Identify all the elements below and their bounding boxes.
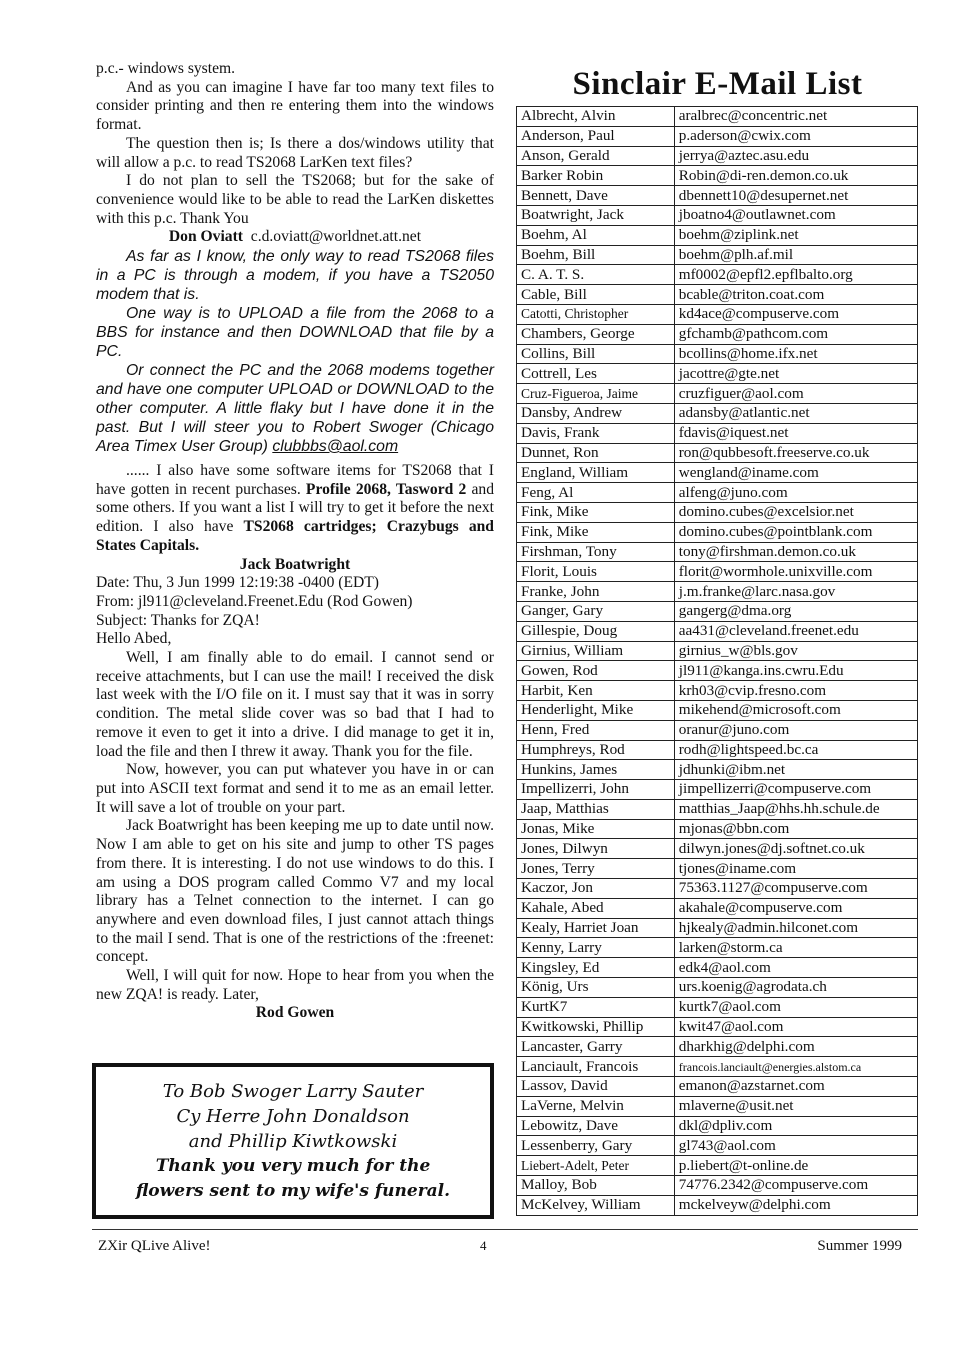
entry-name: Fink, Mike — [517, 502, 675, 522]
entry-email[interactable]: hjkealy@admin.hilconet.com — [674, 918, 917, 938]
entry-name: Hunkins, James — [517, 760, 675, 780]
clubbbs-email-link[interactable]: clubbbs@aol.com — [272, 438, 399, 456]
entry-email[interactable]: dilwyn.jones@dj.softnet.co.uk — [674, 839, 917, 859]
entry-name: Boehm, Bill — [517, 245, 675, 265]
entry-email[interactable]: tony@firshman.demon.co.uk — [674, 542, 917, 562]
entry-email[interactable]: jl911@kanga.ins.cwru.Edu — [674, 661, 917, 681]
entry-name: Liebert-Adelt, Peter — [517, 1156, 675, 1176]
email-greeting: Hello Abed, — [96, 630, 172, 648]
paragraph: Jack Boatwright has been keeping me up to date until now. Now I am able to get on his site and jump to other TS pages from there. It is interesting. I do not use windows to do this. I am using a DOS program called Commo V7 and my local library has a Telnet connection to the internet. I can go anywhere and even download files, I just cannot attach things to the mail I send. That is one of the restrictions of the :freenet: concept. — [96, 817, 494, 966]
entry-email[interactable]: mckelveyw@delphi.com — [674, 1195, 917, 1215]
entry-name: Davis, Frank — [517, 423, 675, 443]
entry-name: Henderlight, Mike — [517, 700, 675, 720]
entry-email[interactable]: florit@wormhole.unixville.com — [674, 562, 917, 582]
table-row — [517, 522, 918, 542]
entry-name: Boatwright, Jack — [517, 205, 675, 225]
entry-email[interactable]: oranur@juno.com — [674, 720, 917, 740]
entry-name: Kealy, Harriet Joan — [517, 918, 675, 938]
entry-email[interactable]: jacottre@gte.net — [674, 364, 917, 384]
entry-email[interactable]: dkl@dpliv.com — [674, 1116, 917, 1136]
table-row — [517, 1136, 918, 1156]
entry-name: Anson, Gerald — [517, 146, 675, 166]
table-row — [517, 186, 918, 206]
entry-email[interactable]: 74776.2342@compuserve.com — [674, 1176, 917, 1196]
entry-email[interactable]: larken@storm.ca — [674, 938, 917, 958]
entry-name: Jones, Terry — [517, 859, 675, 879]
entry-name: Jaap, Matthias — [517, 799, 675, 819]
entry-email[interactable]: fdavis@iquest.net — [674, 423, 917, 443]
table-row — [517, 1077, 918, 1097]
entry-name: König, Urs — [517, 978, 675, 998]
table-row — [517, 483, 918, 503]
entry-email[interactable]: boehm@ziplink.net — [674, 225, 917, 245]
table-row — [517, 1195, 918, 1215]
entry-email[interactable]: bcable@triton.coat.com — [674, 285, 917, 305]
thanks-line: flowers sent to my wife's funeral. — [135, 1181, 451, 1201]
entry-name: Gowen, Rod — [517, 661, 675, 681]
table-row — [517, 542, 918, 562]
table-row — [517, 166, 918, 186]
table-row — [517, 344, 918, 364]
entry-name: Collins, Bill — [517, 344, 675, 364]
software-title: TS2068 cartridges; Crazybugs and States Capitals. — [96, 518, 494, 554]
table-row — [517, 938, 918, 958]
entry-name: Cable, Bill — [517, 285, 675, 305]
signature-email: c.d.oviatt@worldnet.att.net — [250, 228, 422, 246]
entry-name: LaVerne, Melvin — [517, 1096, 675, 1116]
table-row — [517, 1176, 918, 1196]
table-row — [517, 225, 918, 245]
email-header-date: Date: Thu, 3 Jun 1999 12:19:38 -0400 (EDT) — [96, 574, 379, 592]
table-row — [517, 898, 918, 918]
thanks-line: Thank you very much for the — [155, 1156, 431, 1176]
thanks-line: Cy Herre John Donaldson — [176, 1106, 410, 1127]
entry-name: C. A. T. S. — [517, 265, 675, 285]
entry-email[interactable]: dharkhig@delphi.com — [674, 1037, 917, 1057]
table-row — [517, 681, 918, 701]
paragraph: Well, I am finally able to do email. I cannot send or receive attachments, but I can use the mail! I received the disk last week with the I/O file on it. I must say that it was in sorry condition. The metal slide cover was so bad that I had to remove it even to get it into a drive. I did manage to get it in, load the file and then I threw it away. Thank you for the file. — [96, 649, 494, 760]
email-list-title: Sinclair E-Mail List — [572, 66, 863, 102]
table-row — [517, 582, 918, 602]
thank-you-box — [92, 1063, 494, 1219]
email-list-table — [516, 106, 918, 1216]
table-row — [517, 205, 918, 225]
entry-name: Jones, Dilwyn — [517, 839, 675, 859]
entry-email[interactable]: krh03@cvip.fresno.com — [674, 681, 917, 701]
table-row — [517, 780, 918, 800]
signature-jack-boatwright: Jack Boatwright — [239, 555, 351, 573]
paragraph: p.c.- windows system. — [96, 60, 236, 77]
entry-name: Barker Robin — [517, 166, 675, 186]
table-row — [517, 740, 918, 760]
paragraph-text: and some others. If you want a list I will try to get it before the next edition. I also have — [96, 480, 494, 536]
entry-name: Anderson, Paul — [517, 126, 675, 146]
entry-name: Chambers, George — [517, 324, 675, 344]
entry-name: Harbit, Ken — [517, 681, 675, 701]
table-row — [517, 285, 918, 305]
entry-name: KurtK7 — [517, 997, 675, 1017]
table-row — [517, 126, 918, 146]
table-row — [517, 443, 918, 463]
entry-email[interactable]: alfeng@juno.com — [674, 483, 917, 503]
entry-email[interactable]: domino.cubes@excelsior.net — [674, 502, 917, 522]
table-row — [517, 1096, 918, 1116]
entry-name: Gillespie, Doug — [517, 621, 675, 641]
entry-name: Kwitkowski, Phillip — [517, 1017, 675, 1037]
page-number: 4 — [480, 1238, 487, 1253]
table-row — [517, 661, 918, 681]
entry-email[interactable]: jimpellizerri@compuserve.com — [674, 780, 917, 800]
table-row — [517, 641, 918, 661]
entry-email[interactable]: cruzfiguer@aol.com — [674, 384, 917, 404]
entry-email[interactable]: francois.lanciault@energies.alstom.ca — [674, 1057, 917, 1077]
table-row — [517, 700, 918, 720]
footer-issue: Summer 1999 — [817, 1238, 902, 1254]
paragraph: And as you can imagine I have far too many text files to consider printing and then re entering them into the windows format. — [96, 78, 494, 134]
entry-email[interactable]: Robin@di-ren.demon.co.uk — [674, 166, 917, 186]
entry-email[interactable]: aralbrec@concentric.net — [674, 107, 917, 127]
entry-email[interactable]: dbennett10@desupernet.net — [674, 186, 917, 206]
entry-email[interactable]: p.liebert@t-online.de — [674, 1156, 917, 1176]
table-row — [517, 1037, 918, 1057]
letters-column — [96, 60, 494, 1023]
entry-name: Impellizerri, John — [517, 780, 675, 800]
entry-name: Girnius, William — [517, 641, 675, 661]
entry-name: Malloy, Bob — [517, 1176, 675, 1196]
entry-email[interactable]: jboatno4@outlawnet.com — [674, 205, 917, 225]
table-row — [517, 918, 918, 938]
entry-name: Lanciault, Francois — [517, 1057, 675, 1077]
entry-name: Boehm, Al — [517, 225, 675, 245]
entry-email[interactable]: tjones@iname.com — [674, 859, 917, 879]
entry-email[interactable]: jerrya@aztec.asu.edu — [674, 146, 917, 166]
paragraph: I do not plan to sell the TS2068; but for the sake of convenience would like to be able to read the LarKen diskettes with this p.c. Thank You — [96, 172, 494, 227]
table-row — [517, 1057, 918, 1077]
table-row — [517, 1116, 918, 1136]
entry-email[interactable]: aa431@cleveland.freenet.edu — [674, 621, 917, 641]
entry-name: Ganger, Gary — [517, 601, 675, 621]
entry-email[interactable]: kurtk7@aol.com — [674, 997, 917, 1017]
table-row — [517, 107, 918, 127]
entry-name: McKelvey, William — [517, 1195, 675, 1215]
entry-name: Albrecht, Alvin — [517, 107, 675, 127]
table-row — [517, 879, 918, 899]
entry-name: Lancaster, Garry — [517, 1037, 675, 1057]
entry-email[interactable]: 75363.1127@compuserve.com — [674, 879, 917, 899]
entry-name: Dunnet, Ron — [517, 443, 675, 463]
entry-name: Lassov, David — [517, 1077, 675, 1097]
entry-name: Humphreys, Rod — [517, 740, 675, 760]
entry-email[interactable]: mikehend@microsoft.com — [674, 700, 917, 720]
entry-name: Kingsley, Ed — [517, 958, 675, 978]
entry-name: Firshman, Tony — [517, 542, 675, 562]
entry-email[interactable]: p.aderson@cwix.com — [674, 126, 917, 146]
entry-email[interactable]: rodh@lightspeed.bc.ca — [674, 740, 917, 760]
entry-name: Catotti, Christopher — [517, 304, 675, 324]
signature-don-oviatt — [96, 228, 494, 247]
entry-email[interactable]: mlaverne@usit.net — [674, 1096, 917, 1116]
entry-email[interactable]: kd4ace@compuserve.com — [674, 304, 917, 324]
entry-name: Fink, Mike — [517, 522, 675, 542]
table-row — [517, 1017, 918, 1037]
entry-name: Franke, John — [517, 582, 675, 602]
table-row — [517, 403, 918, 423]
table-row — [517, 265, 918, 285]
signature-rod-gowen: Rod Gowen — [255, 1004, 335, 1022]
footer-rule — [92, 1229, 918, 1230]
entry-name: Kahale, Abed — [517, 898, 675, 918]
reply-paragraph: As far as I know, the only way to read TS2068 files in a PC is through a modem, if you have a TS2050 modem that is. — [96, 248, 494, 304]
reply-paragraph: One way is to UPLOAD a file from the 2068 to a BBS for instance and then DOWNLOAD that file by a PC. — [96, 305, 494, 361]
reply-text: Or connect the PC and the 2068 modems together and have one computer UPLOAD or DOWNLOAD to the other computer. A little flaky but I have done it in the past. But I will steer you to Robert Swoger (Chicago Area Timex User Group) — [96, 362, 494, 456]
table-row — [517, 621, 918, 641]
entry-email[interactable]: j.m.franke@larc.nasa.gov — [674, 582, 917, 602]
entry-email[interactable]: mf0002@epfl2.epflbalto.org — [674, 265, 917, 285]
entry-email[interactable]: boehm@plh.af.mil — [674, 245, 917, 265]
thanks-line: and Phillip Kiwtkowski — [188, 1131, 398, 1152]
signature-name: Don Oviatt — [168, 228, 243, 246]
table-row — [517, 799, 918, 819]
entry-name: England, William — [517, 463, 675, 483]
table-row — [517, 958, 918, 978]
entry-email[interactable]: urs.koenig@agrodata.ch — [674, 978, 917, 998]
entry-email[interactable]: gfchamb@pathcom.com — [674, 324, 917, 344]
table-row — [517, 304, 918, 324]
thanks-line: To Bob Swoger Larry Sauter — [162, 1081, 424, 1102]
entry-email[interactable]: gl743@aol.com — [674, 1136, 917, 1156]
table-row — [517, 423, 918, 443]
software-title: Profile 2068, Tasword 2 — [305, 480, 467, 498]
entry-email[interactable]: bcollins@home.ifx.net — [674, 344, 917, 364]
table-row — [517, 245, 918, 265]
table-row — [517, 364, 918, 384]
entry-name: Cruz-Figueroa, Jaime — [517, 384, 675, 404]
table-row — [517, 819, 918, 839]
entry-email[interactable]: wengland@iname.com — [674, 463, 917, 483]
entry-email[interactable]: emanon@azstarnet.com — [674, 1077, 917, 1097]
table-row — [517, 839, 918, 859]
email-header-from: From: jl911@cleveland.Freenet.Edu (Rod Gowen) — [96, 592, 413, 610]
email-header-subject: Subject: Thanks for ZQA! — [96, 611, 260, 629]
paragraph-text: ...... I also have some software items for TS2068 that I have gotten in recent purchases. — [96, 462, 494, 498]
entry-email[interactable]: matthias_Jaap@hhs.hh.schule.de — [674, 799, 917, 819]
table-row — [517, 720, 918, 740]
entry-name: Kenny, Larry — [517, 938, 675, 958]
table-row — [517, 384, 918, 404]
entry-name: Feng, Al — [517, 483, 675, 503]
entry-name: Henn, Fred — [517, 720, 675, 740]
table-row — [517, 997, 918, 1017]
table-row — [517, 463, 918, 483]
entry-name: Florit, Louis — [517, 562, 675, 582]
table-row — [517, 978, 918, 998]
table-row — [517, 324, 918, 344]
footer-publication: ZXir QLive Alive! — [98, 1238, 211, 1254]
entry-email[interactable]: akahale@compuserve.com — [674, 898, 917, 918]
table-row — [517, 502, 918, 522]
entry-name: Cottrell, Les — [517, 364, 675, 384]
paragraph — [96, 462, 494, 556]
entry-name: Lebowitz, Dave — [517, 1116, 675, 1136]
paragraph: Well, I will quit for now. Hope to hear from you when the new ZQA! is ready. Later, — [96, 967, 494, 1003]
entry-name: Dansby, Andrew — [517, 403, 675, 423]
entry-email[interactable]: mjonas@bbn.com — [674, 819, 917, 839]
table-row — [517, 760, 918, 780]
entry-email[interactable]: jdhunki@ibm.net — [674, 760, 917, 780]
entry-email[interactable]: edk4@aol.com — [674, 958, 917, 978]
paragraph: Now, however, you can put whatever you have in or can put into ASCII text format and send it to me as an email letter. It will save a lot of trouble on your part. — [96, 761, 494, 816]
entry-email[interactable]: gangerg@dma.org — [674, 601, 917, 621]
table-row — [517, 601, 918, 621]
entry-name: Kaczor, Jon — [517, 879, 675, 899]
reply-paragraph — [96, 361, 494, 456]
entry-email[interactable]: girnius_w@bls.gov — [674, 641, 917, 661]
entry-email[interactable]: domino.cubes@pointblank.com — [674, 522, 917, 542]
entry-email[interactable]: kwit47@aol.com — [674, 1017, 917, 1037]
entry-name: Bennett, Dave — [517, 186, 675, 206]
table-row — [517, 146, 918, 166]
paragraph: The question then is; Is there a dos/windows utility that will allow a p.c. to read TS2068 LarKen text files? — [96, 134, 494, 171]
table-row — [517, 1156, 918, 1176]
entry-name: Lessenberry, Gary — [517, 1136, 675, 1156]
entry-name: Jonas, Mike — [517, 819, 675, 839]
table-row — [517, 562, 918, 582]
table-row — [517, 859, 918, 879]
entry-email[interactable]: ron@qubbesoft.freeserve.co.uk — [674, 443, 917, 463]
entry-email[interactable]: adansby@atlantic.net — [674, 403, 917, 423]
